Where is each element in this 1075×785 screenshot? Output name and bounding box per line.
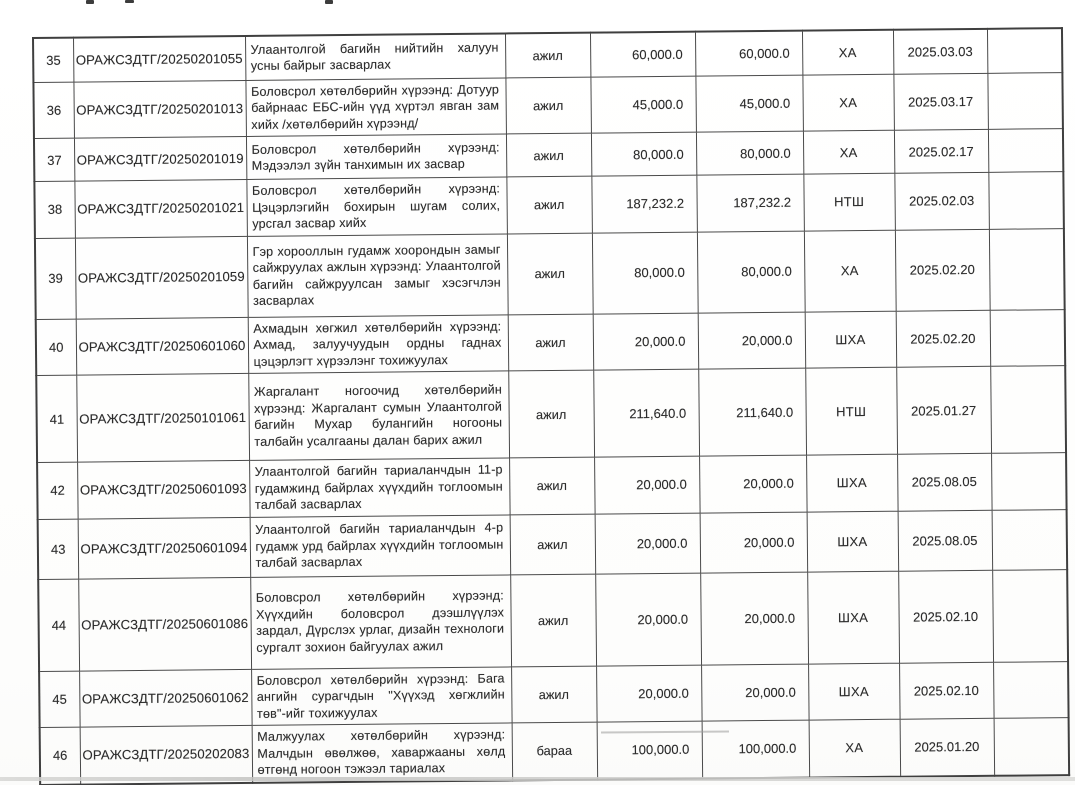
cell-amount2: 80,000.0 [697, 231, 805, 313]
cell-extra [988, 172, 1064, 229]
cell-method: НТШ [805, 367, 897, 455]
table-row [33, 72, 1062, 138]
cell-description: Улаантолгой багийн нийтийн халуун усны байрыг засварлах [245, 33, 505, 79]
cell-method: ХА [802, 30, 893, 75]
cell-type: ажил [506, 176, 592, 233]
cell-amount2: 20,000.0 [699, 455, 807, 513]
cell-date: 2025.03.03 [893, 29, 987, 74]
cell-code: ОРАЖСЗДТГ/20250101061 [76, 373, 249, 462]
cell-amount2: 60,000.0 [695, 31, 802, 76]
table-row [38, 569, 1068, 671]
cell-date: 2025.02.17 [894, 129, 988, 173]
cell-type: ажил [508, 370, 594, 458]
cell-amount1: 100,000.0 [597, 721, 703, 779]
cell-code: ОРАЖСЗДТГ/20250201019 [74, 136, 246, 181]
cell-code: ОРАЖСЗДТГ/20250601060 [76, 317, 249, 375]
cell-type: ажил [510, 574, 596, 667]
cell-amount2: 20,000.0 [698, 312, 806, 370]
cell-amount1: 20,000.0 [594, 456, 700, 514]
cell-description: Улаантолгой багийн тариаланчдын 11-р гудамжинд байрлах хүүхдийн тоглоомын талбай засварлах [249, 458, 510, 517]
cell-amount1: 20,000.0 [593, 313, 699, 371]
cell-amount1: 45,000.0 [590, 76, 696, 134]
cell-extra [993, 661, 1069, 718]
cell-code: ОРАЖСЗДТГ/20250601094 [78, 517, 251, 579]
scan-artifact-tick [86, 0, 94, 4]
cell-extra [988, 129, 1063, 173]
cell-amount1: 80,000.0 [591, 132, 696, 176]
cell-date: 2025.02.10 [899, 662, 994, 719]
cell-amount1: 187,232.2 [591, 175, 697, 233]
cell-extra [990, 309, 1066, 366]
cell-code: ОРАЖСЗДТГ/20250601093 [77, 460, 250, 518]
cell-method: ШХА [807, 511, 899, 572]
cell-num: 35 [33, 38, 73, 82]
cell-method: ШХА [805, 311, 897, 368]
cell-amount2: 20,000.0 [700, 572, 808, 665]
cell-description: Малжуулах хөтөлбөрийн хүрээнд: Малчдын өвөлжөө, хаваржааны хөлд өтгөнд ногоон тэжээл тариалах [252, 723, 513, 782]
cell-amount2: 100,000.0 [702, 720, 810, 778]
table-row [39, 661, 1068, 727]
cell-description: Гэр хорооллын гудамж хоорондын замыг сайжруулах ажлын хүрээнд: Улаантолгой багийн сайжруулсан замыг хэсэгчлэн засварлах [247, 233, 508, 316]
cell-type: ажил [511, 666, 597, 723]
cell-num: 44 [38, 579, 79, 671]
cell-code: ОРАЖСЗДТГ/20250201021 [74, 179, 247, 237]
cell-num: 36 [33, 82, 74, 139]
procurement-table [32, 27, 1070, 785]
cell-amount1: 20,000.0 [596, 665, 702, 723]
cell-method: ШХА [808, 663, 900, 720]
table-row [36, 366, 1066, 463]
cell-type: ажил [506, 133, 591, 177]
cell-date: 2025.02.03 [894, 172, 989, 229]
cell-description: Улаантолгой багийн тариаланчдын 4-р гудамж урд байрлах хүүхдийн тоглоомын талбай засварлах [250, 514, 511, 576]
cell-method: НТШ [803, 173, 895, 230]
cell-extra [987, 28, 1062, 73]
cell-extra [991, 453, 1067, 510]
cell-method: ШХА [807, 571, 899, 664]
cell-date: 2025.02.10 [898, 570, 993, 663]
cell-method: ШХА [806, 454, 898, 511]
cell-description: Ахмадын хөгжил хөтөлбөрийн хүрээнд: Ахмад, залуучуудын ордны гаднах цэцэрлэгт хүрээлэнг тохижуулах [248, 314, 509, 373]
cell-date: 2025.02.20 [896, 310, 991, 367]
cell-description: Боловсрол хөтөлбөрийн хүрээнд: Дотуур байрнаас ЕБС-ийн үүд хүртэл явган зам хийх /хөтөлбөрийн хүрээнд/ [245, 77, 506, 136]
scan-artifact-tick [325, 0, 333, 4]
cell-num: 45 [39, 671, 80, 728]
cell-code: ОРАЖСЗДТГ/20250201055 [73, 36, 245, 82]
cell-method: ХА [803, 130, 894, 174]
cell-extra [992, 569, 1068, 662]
cell-code: ОРАЖСЗДТГ/20250201013 [73, 80, 246, 138]
cell-num: 46 [40, 727, 81, 784]
cell-extra [990, 366, 1066, 454]
cell-date: 2025.08.05 [898, 510, 993, 571]
cell-amount1: 20,000.0 [595, 573, 701, 666]
cell-num: 38 [34, 181, 75, 238]
cell-amount2: 20,000.0 [701, 664, 809, 722]
cell-description: Боловсрол хөтөлбөрийн хүрээнд: Бага ангийн сурагчдын "Хүүхэд хөгжлийн төв"-ийг тохижуулах [251, 666, 512, 725]
table-row [35, 228, 1065, 319]
cell-num: 40 [36, 319, 77, 376]
cell-type: ажил [505, 33, 590, 78]
cell-extra [994, 718, 1070, 776]
cell-amount1: 20,000.0 [595, 513, 701, 574]
cell-type: ажил [508, 314, 594, 371]
cell-amount2: 45,000.0 [695, 75, 803, 133]
cell-method: ХА [802, 74, 894, 131]
cell-amount1: 211,640.0 [593, 369, 699, 457]
cell-date: 2025.01.20 [900, 718, 995, 776]
cell-code: ОРАЖСЗДТГ/20250601086 [78, 577, 251, 671]
cell-amount1: 80,000.0 [592, 232, 698, 314]
cell-code: ОРАЖСЗДТГ/20250201059 [75, 236, 248, 319]
cell-amount2: 211,640.0 [698, 368, 806, 456]
scan-artifact-tick [125, 0, 134, 3]
cell-extra [992, 509, 1068, 570]
cell-amount2: 20,000.0 [700, 512, 808, 573]
cell-description: Боловсрол хөтөлбөрийн хүрээнд: Мэдээлэл зүйн танхимын их засвар [246, 134, 506, 179]
table-row [37, 453, 1066, 519]
cell-date: 2025.03.17 [893, 73, 988, 130]
cell-num: 39 [35, 238, 76, 319]
cell-amount2: 187,232.2 [696, 174, 804, 232]
cell-date: 2025.08.05 [897, 453, 992, 510]
cell-method: ХА [809, 719, 901, 777]
cell-type: ажил [510, 514, 596, 575]
cell-extra [989, 228, 1065, 310]
table-row [36, 309, 1065, 375]
cell-description: Боловсрол хөтөлбөрийн хүрээнд: Хүүхдийн боловсрол дээшлүүлэх зардал, Дүрслэх урлаг, дизайн технологи сургалт зохион байгуулах ажил [250, 574, 511, 668]
cell-type: ажил [507, 233, 593, 315]
cell-type: ажил [505, 77, 591, 134]
cell-description: Жаргалант ногоочид хөтөлбөрийн хүрээнд: Жаргалант сумын Улаантолгой багийн Мухар булангийн ногооны талбайн усалгааны далан барих ажил [248, 371, 509, 460]
cell-num: 41 [36, 375, 77, 462]
scan-edge-artifact [0, 777, 1075, 781]
cell-num: 37 [34, 138, 74, 181]
cell-date: 2025.01.27 [896, 366, 991, 454]
cell-amount2: 80,000.0 [696, 131, 803, 175]
cell-num: 42 [37, 462, 78, 519]
table-row [40, 718, 1069, 785]
cell-method: ХА [804, 230, 896, 312]
cell-num: 43 [38, 519, 79, 579]
cell-type: ажил [509, 457, 595, 514]
cell-code: ОРАЖСЗДТГ/20250601062 [79, 669, 252, 727]
cell-extra [987, 72, 1063, 129]
cell-amount1: 60,000.0 [590, 32, 695, 77]
procurement-table-grid [32, 27, 1070, 785]
cell-description: Боловсрол хөтөлбөрийн хүрээнд: Цэцэрлэгийн бохирын шугам солих, урсгал засвар хийх [246, 177, 507, 236]
table-row [34, 172, 1063, 238]
table-row [38, 509, 1068, 579]
cell-type: бараа [512, 722, 598, 780]
cell-code: ОРАЖСЗДТГ/20250202083 [80, 725, 253, 784]
cell-date: 2025.02.20 [895, 229, 990, 311]
